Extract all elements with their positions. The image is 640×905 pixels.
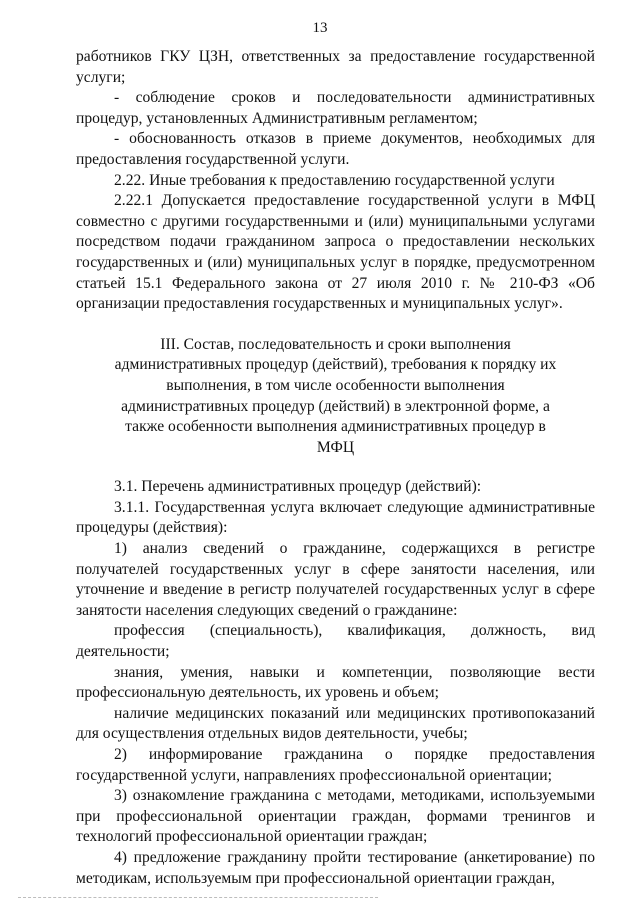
paragraph: 1) анализ сведений о гражданине, содержащихся в регистре получателей государственных услуг в сфере занятости населения, или уточнение и введение в регистр получателей государственных услуг в сфере занятости населения следующих сведений о гражданине: xyxy=(76,540,595,619)
paragraph: работников ГКУ ЦЗН, ответственных за предоставление государственной услуги; xyxy=(76,48,595,86)
page-number: 13 xyxy=(312,20,328,36)
paragraph: 3) ознакомление гражданина с методами, методиками, используемыми при профессиональной ориентации граждан, формами тренингов и технологий профессиональной ориентации граждан; xyxy=(76,787,595,846)
paragraph: 3.1.1. Государственная услуга включает следующие административные процедуры (действия): xyxy=(76,498,595,537)
paragraph: - соблюдение сроков и последовательности административных процедур, установленных Административным регламентом; xyxy=(76,89,595,127)
paragraph: знания, умения, навыки и компетенции, позволяющие вести профессиональную деятельность, их уровень и объем; xyxy=(76,663,595,702)
paragraph: 4) предложение гражданину пройти тестирование (анкетирование) по методикам, используемым при профессиональной ориентации граждан, xyxy=(76,848,595,887)
paragraph: 2.22. Иные требования к предоставлению государственной услуги xyxy=(114,171,555,189)
paragraph: профессия (специальность), квалификация, должность, вид деятельности; xyxy=(76,622,595,661)
paragraph: 2) информирование гражданина о порядке предоставления государственной услуги, направлениях профессиональной ориентации; xyxy=(76,746,595,784)
document-body xyxy=(76,47,595,889)
section-title: III. Состав, последовательность и сроки выполнения административных процедур (действий), требования к порядку их выполнения, в том числе особенности выполнения административных процедур (действий) в электронной форме, а также особенности выполнения административных процедур в МФЦ xyxy=(114,335,557,456)
paragraph: - обоснованность отказов в приеме документов, необходимых для предоставления государственной услуги. xyxy=(76,130,595,168)
paragraph: 3.1. Перечень административных процедур (действий): xyxy=(114,478,482,496)
paragraph: 2.22.1 Допускается предоставление государственной услуги в МФЦ совместно с другими государственными и (или) муниципальными услугами посредством подачи гражданином запроса о предоставлении нескольких государственных и (или) муниципальных услуг в порядке, предусмотренном статьей 15.1 Федерального закона от 27 июля 2010 г. № 210-ФЗ «Об организации предоставления государственных и муниципальных услуг». xyxy=(76,192,595,313)
paragraph: наличие медицинских показаний или медицинских противопоказаний для осуществления отдельных видов деятельности, учебы; xyxy=(76,704,595,743)
scan-artifact-line xyxy=(18,897,378,898)
